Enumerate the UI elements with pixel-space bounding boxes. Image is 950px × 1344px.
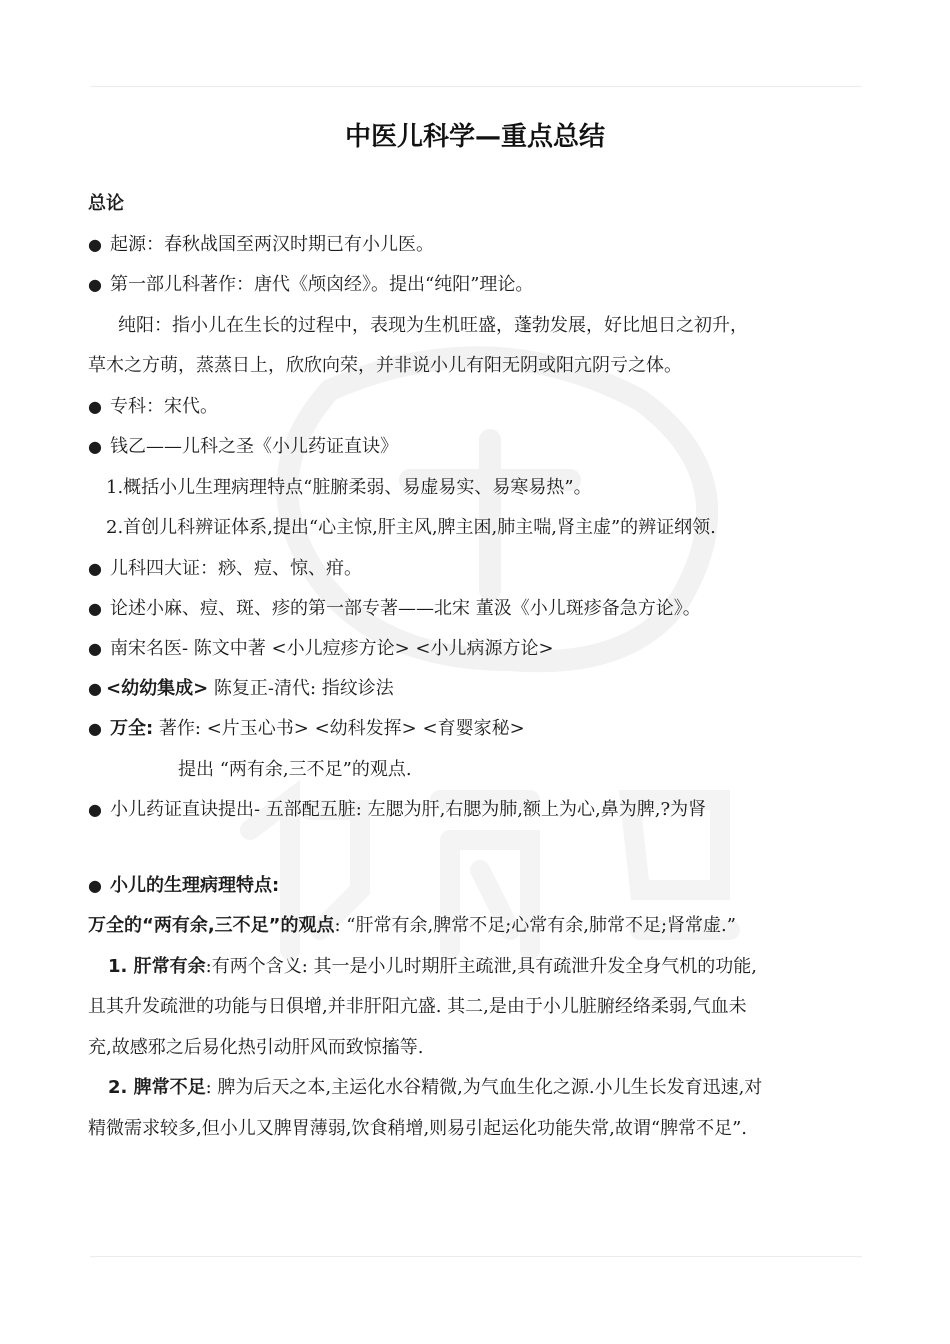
numbered-line: 1.概括小儿生理病理特点“脏腑柔弱、易虚易实、易寒易热”。	[106, 477, 592, 498]
paragraph-text: : “肝常有余,脾常不足;心常有余,肺常不足;肾常虚.”	[334, 915, 736, 936]
paragraph-text: :有两个含义: 其一是小儿时期肝主疏泄,具有疏泄升发全身气机的功能,	[205, 956, 757, 977]
paragraph-text: : 脾为后天之本,主运化水谷精微,为气血生化之源.小儿生长发育迅速,对	[205, 1077, 763, 1098]
paragraph-line: 充,故感邪之后易化热引动肝风而致惊搐等.	[88, 1037, 424, 1058]
list-item-text: 儿科四大证：痧、痘、惊、疳。	[110, 558, 362, 579]
section-heading-general: 总论	[88, 193, 124, 214]
header-rule	[90, 86, 862, 87]
paragraph-line: 且其升发疏泄的功能与日俱增,并非肝阳亢盛. 其二,是由于小儿脏腑经络柔弱,气血未	[88, 996, 747, 1017]
list-item-text: 著作: <片玉心书> <幼科发挥> <育婴家秘>	[153, 718, 525, 739]
list-item-bold: 万全:	[110, 718, 154, 739]
bullet-icon: ●	[88, 599, 102, 618]
list-item	[88, 874, 279, 898]
paragraph-line: 草木之方萌，蒸蒸日上，欣欣向荣，并非说小儿有阳无阴或阳亢阴亏之体。	[88, 355, 682, 376]
list-item	[88, 273, 533, 297]
bullet-icon: ●	[88, 437, 102, 456]
list-item	[88, 677, 394, 701]
list-item-text: 起源：春秋战国至两汉时期已有小儿医。	[110, 234, 434, 255]
section-heading-physiology: 小儿的生理病理特点:	[110, 875, 280, 896]
bullet-icon: ●	[88, 876, 102, 895]
bullet-icon: ●	[88, 639, 102, 658]
paragraph-line: 提出 “两有余,三不足”的观点.	[178, 759, 412, 780]
list-item	[88, 798, 706, 822]
list-item	[88, 557, 362, 581]
list-item	[88, 395, 218, 419]
page-title: 中医儿科学—重点总结	[344, 122, 605, 152]
bullet-icon: ●	[88, 397, 102, 416]
paragraph-bold: 2. 脾常不足	[108, 1077, 206, 1098]
list-item-text: 专科：宋代。	[110, 396, 218, 417]
bullet-icon: ●	[88, 800, 102, 819]
list-item-text: 小儿药证直诀提出- 五部配五脏: 左腮为肝,右腮为肺,额上为心,鼻为脾,?为肾	[110, 799, 707, 820]
numbered-line: 2.首创儿科辨证体系,提出“心主惊,肝主风,脾主困,肺主喘,肾主虚”的辨证纲领.	[106, 517, 716, 538]
list-item-text: 第一部儿科著作：唐代《颅囟经》。提出“纯阳”理论。	[110, 274, 534, 295]
list-item-text: 陈复正-清代: 指纹诊法	[208, 678, 394, 699]
bullet-icon: ●	[88, 679, 102, 698]
bullet-icon: ●	[88, 719, 102, 738]
paragraph-line	[108, 1076, 762, 1100]
list-item	[88, 597, 701, 621]
list-item	[88, 435, 398, 459]
paragraph-line: 精微需求较多,但小儿又脾胃薄弱,饮食稍增,则易引起运化功能失常,故谓“脾常不足”.	[88, 1118, 748, 1139]
list-item	[88, 637, 554, 661]
paragraph-bold: 万全的“两有余,三不足”的观点	[88, 915, 335, 936]
bullet-icon: ●	[88, 559, 102, 578]
bullet-icon: ●	[88, 235, 102, 254]
list-item-text: 钱乙——儿科之圣《小儿药证直诀》	[110, 436, 398, 457]
footer-rule	[90, 1256, 862, 1257]
list-item	[88, 233, 434, 257]
paragraph-line	[88, 914, 736, 938]
list-item-bold: <幼幼集成>	[106, 678, 209, 699]
list-item	[88, 717, 525, 741]
bullet-icon: ●	[88, 275, 102, 294]
paragraph-bold: 1. 肝常有余	[108, 956, 206, 977]
paragraph-line	[108, 955, 757, 979]
list-item-text: 南宋名医- 陈文中著 <小儿痘疹方论> <小儿病源方论>	[110, 638, 554, 659]
list-item-text: 论述小麻、痘、斑、疹的第一部专著——北宋 董汲《小儿斑疹备急方论》。	[110, 598, 701, 619]
paragraph-line: 纯阳：指小儿在生长的过程中，表现为生机旺盛，蓬勃发展，好比旭日之初升，	[118, 315, 748, 336]
